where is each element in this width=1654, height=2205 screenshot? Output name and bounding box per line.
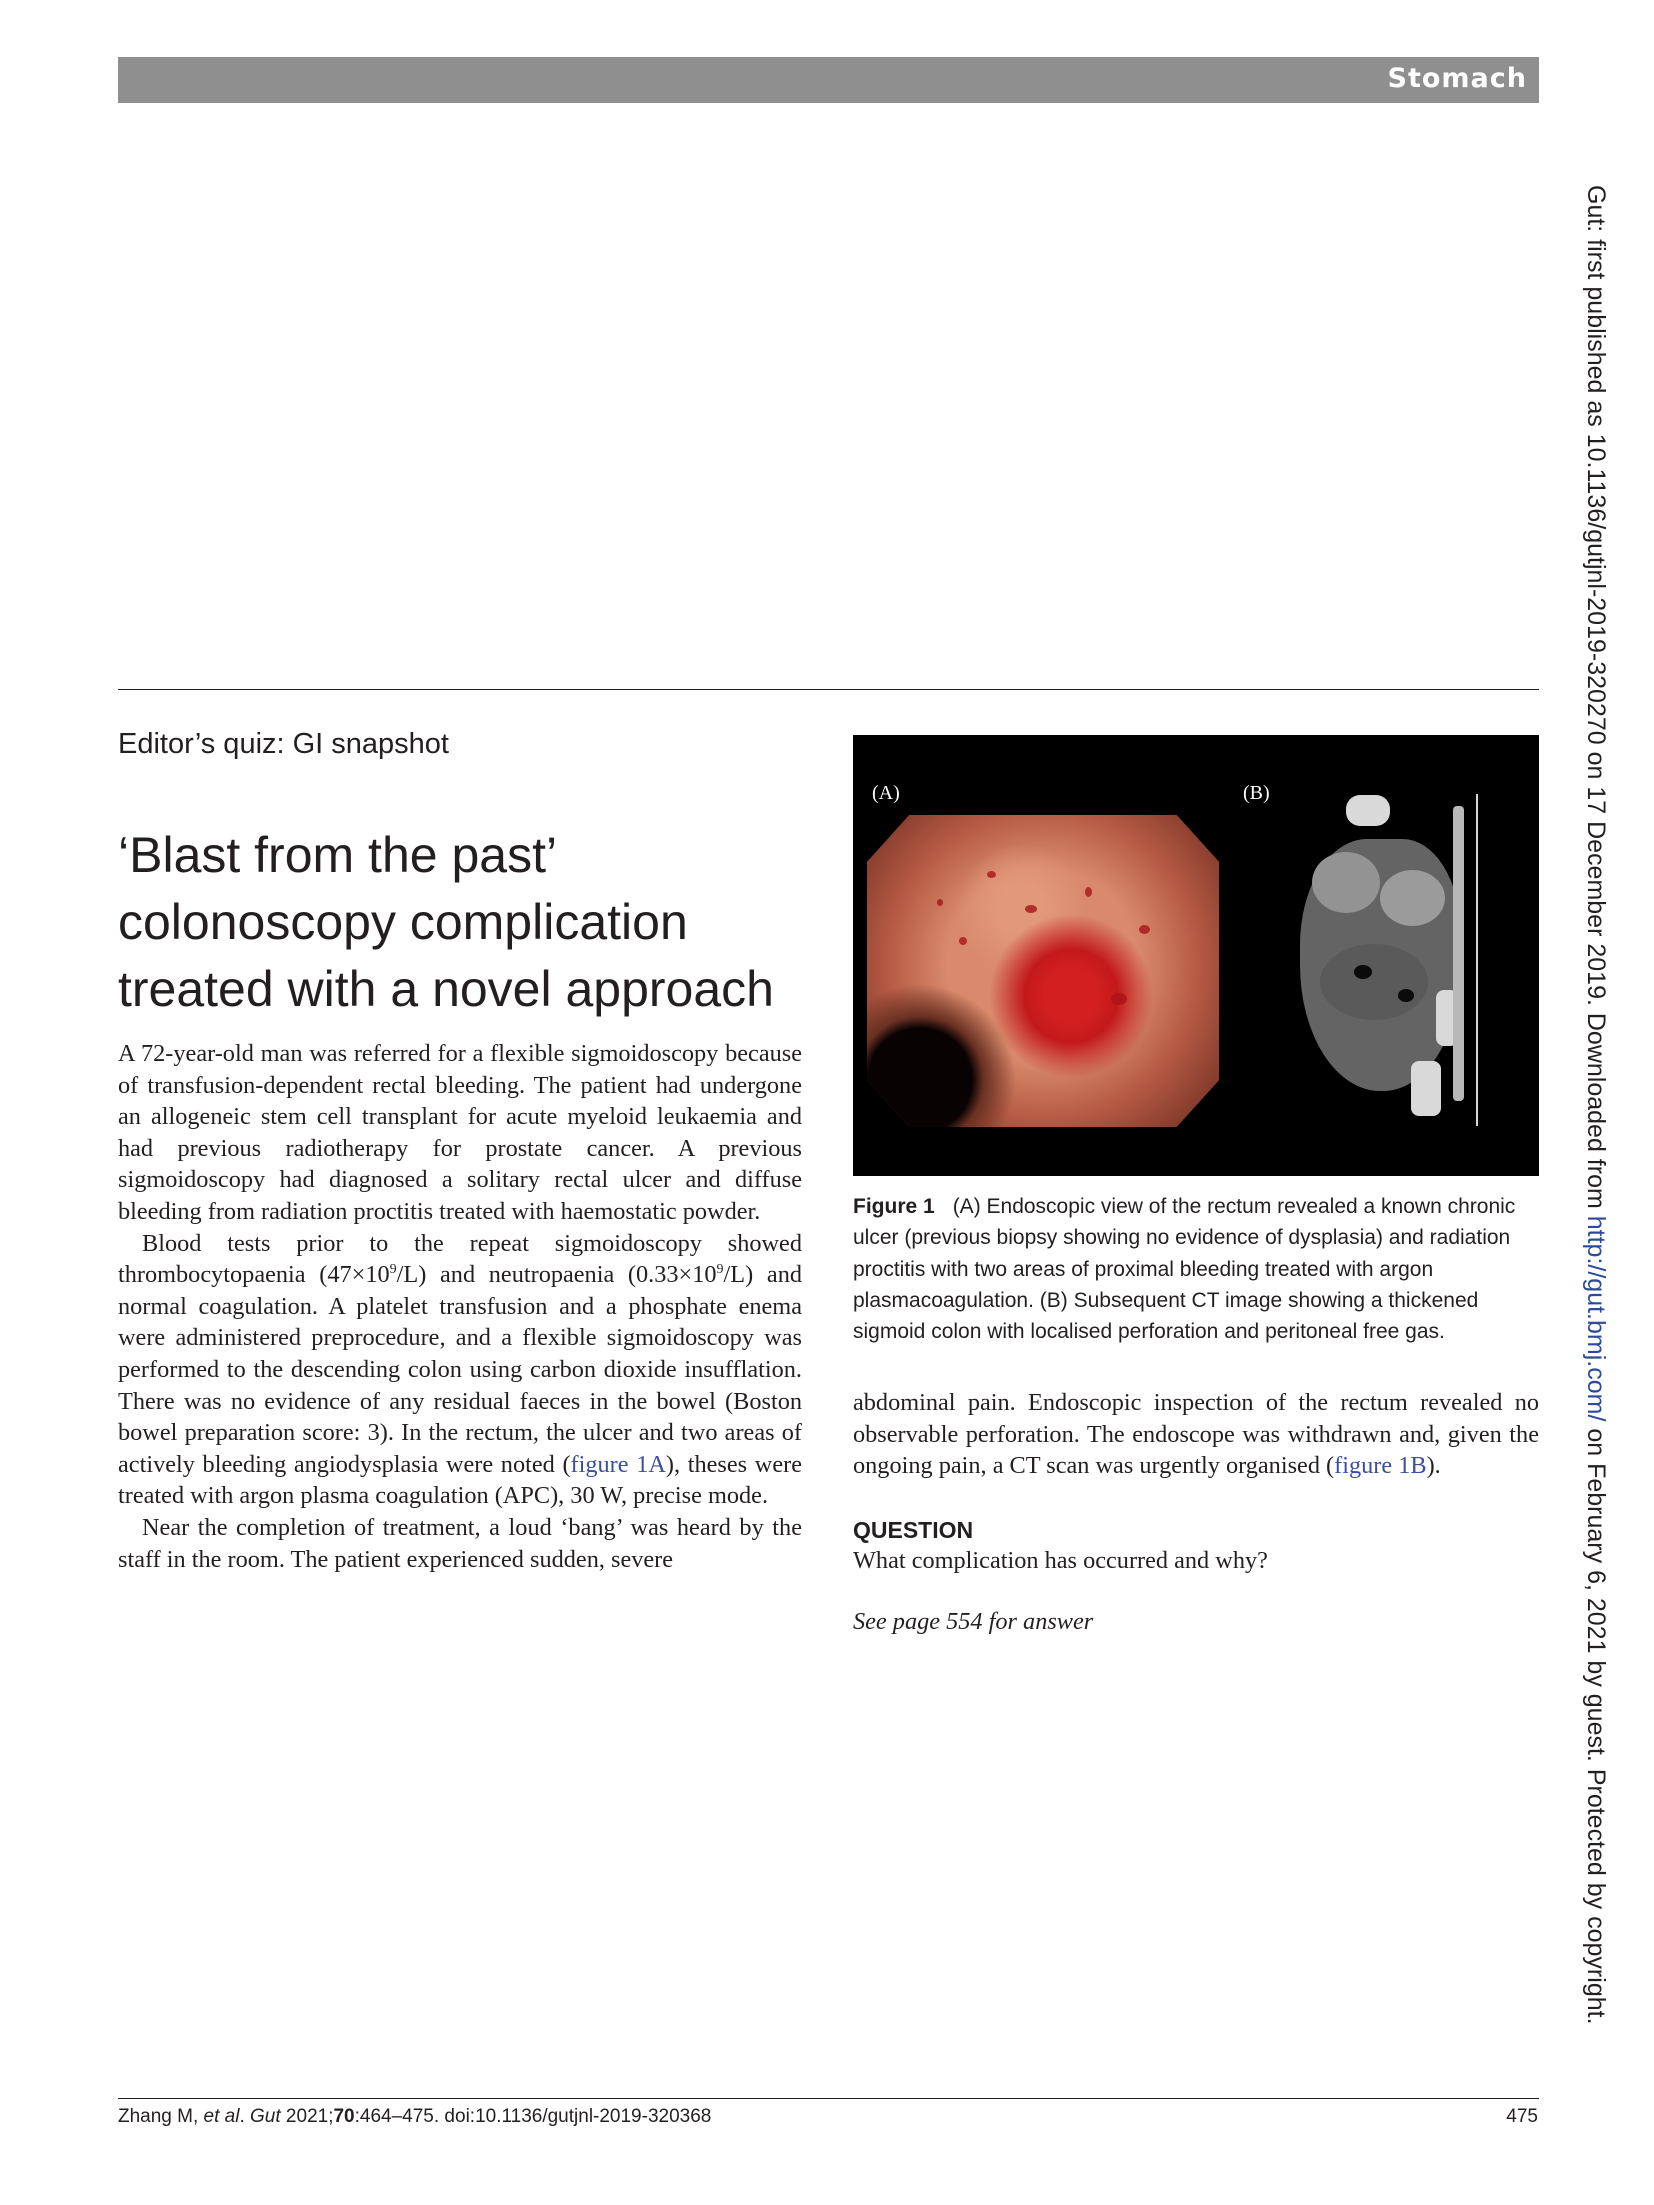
footer-citation	[118, 2106, 711, 2128]
section-header-bar	[118, 57, 1539, 103]
figure-1a-link[interactable]: figure 1A	[570, 1450, 666, 1478]
footer-pages-doi: :464–475. doi:10.1136/gutjnl-2019-320368	[354, 2106, 712, 2127]
ct-scan-image	[1278, 794, 1489, 1126]
body-paragraph-3: Near the completion of treatment, a loud ‘bang’ was heard by the staff in the room. The patient experienced sudden, severe	[118, 1513, 802, 1573]
footer-journal: Gut	[250, 2106, 281, 2127]
side-note-provenance	[1581, 185, 1610, 2025]
endoscopy-image	[867, 815, 1219, 1127]
footer-authors: Zhang M,	[118, 2106, 204, 2127]
article-top-rule	[118, 689, 1539, 690]
paragraph-2-text-2: /L) and neutropaenia (0.33×10	[396, 1261, 717, 1289]
left-column	[118, 1038, 802, 1575]
side-note-text-start: Gut: first published as 10.1136/gutjnl-2019-320270 on 17 December 2019. Downloaded from	[1582, 185, 1610, 1216]
side-note-text-end: on February 6, 2021 by guest. Protected by copyright.	[1582, 1421, 1610, 2025]
footer-et-al: et al	[203, 2106, 240, 2127]
right-column	[853, 1387, 1539, 1482]
caption-text: (A) Endoscopic view of the rectum revealed a known chronic ulcer (previous biopsy showing no evidence of dysplasia) and radiation proctitis with two areas of proximal bleeding treated with argon plasmacoagulation. (B) Subsequent CT image showing a thickened sigmoid colon with localised perforation and peritoneal free gas.	[853, 1195, 1516, 1344]
footer-volume: 70	[333, 2106, 355, 2127]
body-paragraph-2	[118, 1228, 802, 1512]
body-paragraph-4	[853, 1387, 1539, 1482]
superscript-exponent: 9	[716, 1262, 724, 1278]
answer-reference: See page 554 for answer	[853, 1608, 1094, 1635]
panel-a-label: (A)	[872, 782, 900, 804]
figure-caption	[853, 1191, 1539, 1347]
panel-b-label: (B)	[1243, 782, 1270, 804]
paragraph-4-text-1: abdominal pain. Endoscopic inspection of the rectum revealed no observable perforation. The endoscope was withdrawn and, given the ongoing pain, a CT scan was urgently organised (	[853, 1389, 1539, 1480]
section-label: Stomach	[1387, 63, 1527, 94]
figure-1	[853, 735, 1539, 1176]
body-paragraph-1: A 72-year-old man was referred for a flexible sigmoidoscopy because of transfusion-dependent rectal bleeding. The patient had undergone an allogeneic stem cell transplant for acute myeloid leukaemia and had previous radiotherapy for prostate cancer. A previous sigmoidoscopy had diagnosed a solitary rectal ulcer and diffuse bleeding from radiation proctitis treated with haemostatic powder.	[118, 1040, 802, 1225]
footer-rule	[118, 2098, 1539, 2099]
question-heading: QUESTION	[853, 1517, 974, 1543]
footer-separator: .	[239, 2106, 251, 2127]
article-kicker: Editor’s quiz: GI snapshot	[118, 728, 449, 760]
side-note-link[interactable]: http://gut.bmj.com/	[1582, 1215, 1610, 1422]
figure-1b-link[interactable]: figure 1B	[1334, 1452, 1427, 1480]
paragraph-2-text-1: Blood tests prior to the repeat sigmoidoscopy showed thrombocytopaenia (47×10	[118, 1229, 802, 1289]
article-title: ‘Blast from the past’ colonoscopy complication treated with a novel approach	[118, 827, 774, 1017]
footer-year: 2021;	[280, 2106, 334, 2127]
question-text: What complication has occurred and why?	[853, 1547, 1268, 1574]
paragraph-2-text-4: ), theses were treated with argon plasma coagulation (APC), 30 W, precise mode.	[118, 1450, 802, 1510]
caption-label: Figure 1	[853, 1195, 935, 1218]
ct-frame-line	[1476, 794, 1478, 1126]
paragraph-4-text-2: ).	[1426, 1452, 1441, 1480]
paragraph-2-text-3: /L) and normal coagulation. A platelet transfusion and a phosphate enema were administered preprocedure, and a flexible sigmoidoscopy was performed to the descending colon using carbon dioxide insufflation. There was no evidence of any residual faeces in the bowel (Boston bowel preparation score: 3). In the rectum, the ulcer and two areas of actively bleeding angiodysplasia were noted (	[118, 1261, 802, 1478]
superscript-exponent: 9	[389, 1262, 397, 1278]
page-number: 475	[1506, 2106, 1538, 2127]
